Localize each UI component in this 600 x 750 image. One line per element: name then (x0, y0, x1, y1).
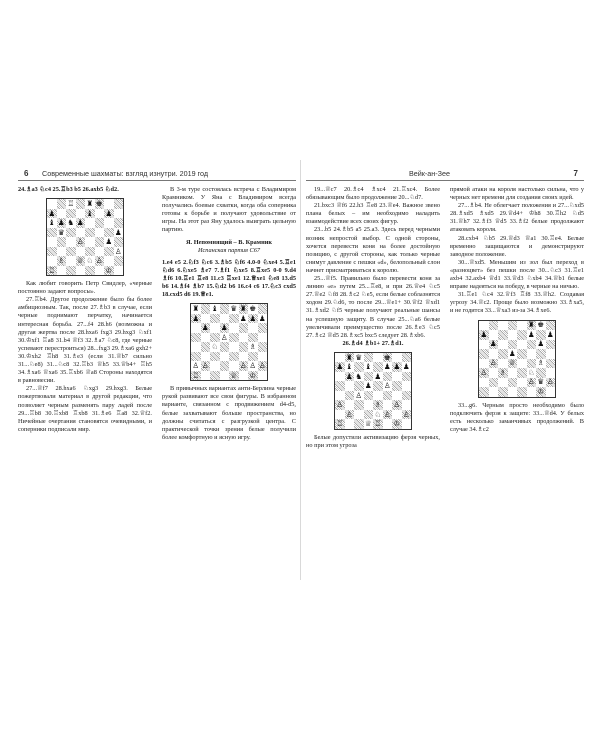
board-square (191, 342, 201, 352)
board-square (489, 330, 499, 340)
board-square (527, 359, 537, 369)
board-square: ♙ (383, 381, 391, 391)
board-square: ♗ (249, 342, 257, 352)
board-square (258, 371, 268, 381)
board-square (479, 321, 489, 331)
board-square (191, 323, 201, 333)
board-square (517, 340, 527, 350)
board-square: ♟ (364, 381, 372, 391)
board-square: ♟ (402, 362, 410, 372)
board-square (47, 256, 57, 266)
board-square: ♕ (76, 256, 84, 266)
board-square: ♜ (86, 199, 94, 209)
board-square: ♝ (48, 218, 56, 228)
board-square: ♟ (508, 348, 516, 358)
board-square (383, 391, 393, 401)
board-square: ♟ (220, 323, 228, 333)
board-square (114, 266, 124, 276)
board-square: ♙ (114, 246, 122, 256)
board-square (258, 304, 268, 314)
board-square (47, 199, 57, 209)
board-square (402, 391, 412, 401)
board-square (104, 199, 114, 209)
paragraph: 23...b5 24.♗b5 a5 25.a3. Здесь перед черными возник непростой выбор. С одной стороны, хочется перевести коня на более достойную позицию, с другой стороны, как только черные снимут давление с пешки «d», белопольный слон начнет присматриваться к королю. (306, 226, 440, 274)
board-square (66, 256, 76, 266)
board-square: ♙ (393, 400, 401, 410)
board-square: ♙ (402, 409, 410, 419)
board-square (402, 381, 412, 391)
left-page (18, 168, 296, 568)
board-square: ♘ (86, 256, 94, 266)
board-square (76, 247, 86, 257)
board-square (479, 387, 489, 397)
board-square (220, 352, 230, 362)
board-square (57, 209, 67, 219)
board-square (104, 247, 114, 257)
board-square (517, 387, 527, 397)
board-square (229, 314, 239, 324)
board-square: ♙ (345, 409, 353, 419)
board-square (335, 381, 345, 391)
board-square: ♙ (95, 256, 103, 266)
board-square (248, 323, 258, 333)
paragraph: 27.♖b4. Другое продолжение было бы более амбициозным. Так, после 27.♗b3 в случае, если черные поднимают перчатку, начинается интересная борьба. 27...f4 28.h6 (возможна и другая жертва после 28.hxa6 fxg3 29.hxg3 ♘xf1 30.♔xf1 ♖a8 31.b4 ♕f3 32.♗a7 ♘c8, где черные успевают перестроиться) 28...fxg3 29.♗xa6 gxh2+ 30.♔xh2 ♖h8 31.♗e3 (если 31.♕b7 сильно 31...♘e8) 31...♘c8 32.♖b3 ♕h5 33.♕b4+ ♖h5 34.♗xa6 ♕xa6 35.♖xb6 ♕a8 Стороны находятся в равновесии. (18, 296, 152, 385)
paragraph: Как любит говорить Петр Свидлер, «черные постоянно задают вопросы». (18, 280, 152, 296)
board-square (536, 330, 546, 340)
paragraph: 27...♕f7 28.hxa6 ♘xg3 29.hxg3. Белые пожертвовали материал в другой редакции, что позволяет черным разменять пару ладей после 29...♖b8 30.♖xb8 ♖xb8 31.♗e6 ♖a8 32.♕f2. Ничейные очертания становятся очевидными, и соперники подписали мир. (18, 385, 152, 433)
board-square (392, 391, 402, 401)
board-square (85, 266, 95, 276)
board-square (489, 368, 499, 378)
board-square (546, 368, 556, 378)
board-square (489, 349, 499, 359)
board-square (210, 333, 220, 343)
board-square (517, 359, 527, 369)
board-square: ♟ (76, 218, 84, 228)
board-square (392, 353, 402, 363)
board-square (57, 237, 67, 247)
board-square (220, 361, 230, 371)
board-square: ♟ (201, 323, 209, 333)
board-square: ♔ (105, 265, 113, 275)
board-square (66, 266, 76, 276)
board-square (76, 209, 86, 219)
board-square (402, 419, 412, 429)
board-square (498, 378, 508, 388)
board-square: ♝ (211, 304, 219, 314)
board-square (210, 323, 220, 333)
board-square (498, 387, 508, 397)
board-square: ♕ (508, 358, 516, 368)
board-square: ♙ (201, 361, 209, 371)
board-square (383, 419, 393, 429)
board-square: ♝ (86, 208, 94, 218)
board-square (373, 391, 383, 401)
board-square: ♜ (192, 304, 200, 314)
page-number: 7 (573, 169, 578, 178)
board-square: ♝ (364, 362, 372, 372)
board-square (354, 362, 364, 372)
board-square (201, 304, 211, 314)
board-square: ♜ (239, 304, 247, 314)
paragraph: В 3-м туре состоялась встреча с Владимиром Крамником. У Яна с Владимиром всегда получались боевые схватки, когда оба соперника готовы к борьбе и получают удовольствие от игры. На этот раз Яну удалось выиграть цельную партию. (162, 186, 296, 234)
chess-diagram-1 (46, 198, 124, 276)
board-square: ♙ (489, 358, 497, 368)
board-square (498, 340, 508, 350)
board-square (517, 349, 527, 359)
board-square: ♟ (546, 329, 554, 339)
board-square (373, 362, 383, 372)
board-square: ♙ (76, 237, 84, 247)
board-square (114, 199, 124, 209)
board-square: ♟ (57, 218, 65, 228)
left-page-header (18, 168, 296, 181)
board-square (76, 266, 86, 276)
board-square (76, 228, 86, 238)
board-square (258, 323, 268, 333)
paragraph: 25...♕f5. Правильно было перевести коня за линию «e» путем 25...♖e8, и при 26.♕e4 ♘c5 27.♕e2 ♘f8 28.♗c2 ♘e5, если белые соблазнятся ходом 29.♘d6, то после 29...♕e1+ 30.♕f2 ♕xd1 31.♗xd2 ♘f5 черные получают реальные шансы на успешную защиту. В случае 25...♘a6 белые увеличивали преимущество после 26.♗e3 ♘c5 27.♗c2 ♕d5 28.♗xc5 bxc5 следует 28.♗xb6. (306, 275, 440, 339)
board-square (210, 361, 220, 371)
left-column-1 (18, 186, 152, 434)
board-square (546, 387, 556, 397)
board-square (373, 381, 383, 391)
board-square (335, 353, 345, 363)
board-square (354, 381, 364, 391)
board-square (498, 349, 508, 359)
board-square (220, 342, 230, 352)
right-page (306, 168, 584, 568)
board-square (479, 359, 489, 369)
board-square (85, 237, 95, 247)
board-square (345, 419, 355, 429)
board-square: ♟ (393, 362, 401, 372)
running-title: Вейк-ан-Зее (408, 169, 450, 178)
board-square (57, 247, 67, 257)
board-square (536, 368, 546, 378)
board-square: ♕ (230, 370, 238, 380)
board-square (201, 371, 211, 381)
paragraph: 27...♗b4. Не облегчает положения и 27...♘xd5 28.♗xd5 ♗xd5 29.♕d4+ ♔h8 30.♖h2 ♘d5 31.♕h7 32.♗f3 ♕d5 33.♗f2 белые продолжают атаковать короля. (450, 202, 584, 234)
right-column-1 (306, 186, 440, 450)
board-square (508, 321, 518, 331)
board-square (402, 400, 412, 410)
board-square (354, 419, 364, 429)
board-square: ♙ (355, 390, 363, 400)
paragraph: 26.♗d4 ♗b1+ 27.♗d1. (342, 339, 404, 347)
board-square (364, 410, 374, 420)
paragraph: 30...♕xd5. Меньшим из зол был переход в «разноцвет» без пешки после 30...♘c3 31.♖e1 axb4 32.axb4 ♕d1 33.♕d3 ♘xb4 34.♕b1 белые вправе надеяться на победу, в черные на ничью. (450, 258, 584, 291)
board-square (364, 353, 374, 363)
board-square (392, 372, 402, 382)
board-square: ♙ (480, 367, 488, 377)
board-square (546, 340, 556, 350)
game-moves: 1.e4 e5 2.♘f3 ♘c6 3.♗b5 ♘f6 4.0-0 ♘xe4 5.♖e1 ♘d6 6.♘xe5 ♗e7 7.♗f1 ♘xe5 8.♖xe5 0-0 9.d4 ♗f6 10.♖e1 ♖e8 11.c3 ♖xe1 12.♕xe1 ♘e8 13.d5 b6 14.♗f4 ♗b7 15.♘d2 b6 16.c4 c6 17.♘c3 cxd5 18.cxd5 d6 19.♕e1. (162, 258, 296, 299)
board-square: ♙ (336, 400, 344, 410)
board-square (479, 349, 489, 359)
board-square (114, 256, 124, 266)
board-square (354, 400, 364, 410)
paragraph: 24.♗a3 ♘c4 25.♖b3 b5 26.axb5 ♘d2. (18, 186, 119, 193)
board-square (335, 372, 345, 382)
board-square (66, 228, 76, 238)
board-square (258, 352, 268, 362)
board-square: ♟ (489, 339, 497, 349)
board-square (210, 314, 220, 324)
board-square (383, 400, 393, 410)
board-square: ♟ (105, 208, 113, 218)
game-title: Я. Непомнящий – В. Крамник (186, 238, 272, 246)
board-square (335, 391, 345, 401)
board-square (527, 349, 537, 359)
board-square (114, 218, 124, 228)
board-square (354, 410, 364, 420)
paragraph: 19...♕c7 20.♗c4 ♗xc4 21.♖xc4. Более обязывающим было продолжение 20...♘d7. (306, 186, 440, 202)
board-square: ♖ (374, 419, 382, 429)
board-square: ♝ (345, 362, 353, 372)
board-square: ♖ (336, 419, 344, 429)
board-square (104, 228, 114, 238)
board-square (220, 304, 230, 314)
board-square: ♙ (192, 361, 200, 371)
board-square (479, 340, 489, 350)
board-square (47, 228, 57, 238)
board-square (345, 381, 355, 391)
board-square (508, 340, 518, 350)
running-title: Современные шахматы: взгляд изнутри. 2019 год (42, 169, 209, 178)
board-square (220, 371, 230, 381)
board-square (364, 400, 374, 410)
board-square: ♖ (192, 370, 200, 380)
board-square (489, 378, 499, 388)
board-square: ♟ (239, 313, 247, 323)
board-square (508, 368, 518, 378)
board-square: ♖ (67, 199, 75, 209)
board-square (229, 342, 239, 352)
board-square (402, 372, 412, 382)
board-square (47, 247, 57, 257)
paragraph: 28.cxb4 ♘b5 29.♕d3 ♕a1 30.♖e4. Белые временно защищаются и демонстрируют заводное положение. (450, 234, 584, 258)
board-square (248, 352, 258, 362)
board-square (498, 321, 508, 331)
board-square: ♟ (192, 313, 200, 323)
board-square (210, 352, 220, 362)
board-square (85, 247, 95, 257)
board-square: ♙ (527, 377, 535, 387)
board-square (104, 218, 114, 228)
board-square (95, 228, 105, 238)
board-square (508, 387, 518, 397)
board-square (373, 353, 383, 363)
paragraph: 33...g6. Черным просто необходимо было подключить ферзя к защите: 33...♕d4. У белых есть несколько заманчивых продолжений. В случае 34.♗c2 (450, 401, 584, 433)
board-square (392, 410, 402, 420)
board-square (498, 330, 508, 340)
board-square (95, 209, 105, 219)
board-square: ♟ (336, 362, 344, 372)
board-square: ♙ (249, 361, 257, 371)
board-square (508, 378, 518, 388)
board-square (527, 387, 537, 397)
board-square (85, 218, 95, 228)
board-square: ♛ (355, 352, 363, 362)
board-square (57, 266, 67, 276)
board-square: ♟ (249, 313, 257, 323)
board-square: ♘ (374, 409, 382, 419)
board-square (201, 352, 211, 362)
board-square: ♔ (249, 370, 257, 380)
board-square (508, 330, 518, 340)
board-square (335, 410, 345, 420)
board-square: ♙ (546, 377, 554, 387)
board-square (546, 359, 556, 369)
board-square (546, 349, 556, 359)
board-square (364, 391, 374, 401)
board-square (345, 391, 355, 401)
book-spine (300, 160, 301, 580)
board-square: ♗ (537, 358, 545, 368)
board-square (258, 342, 268, 352)
board-square (489, 321, 499, 331)
board-square: ♚ (383, 352, 391, 362)
page-number: 6 (24, 169, 29, 178)
board-square: ♛ (57, 227, 65, 237)
board-square (201, 342, 211, 352)
board-square (95, 237, 105, 247)
board-square: ♘ (527, 367, 535, 377)
board-square (66, 247, 76, 257)
board-square: ♟ (374, 371, 382, 381)
board-square: ♟ (527, 329, 535, 339)
board-square: ♘ (211, 342, 219, 352)
left-column-2 (162, 186, 296, 442)
board-square: ♟ (114, 227, 122, 237)
board-square (220, 314, 230, 324)
board-square (57, 199, 67, 209)
board-square (258, 333, 268, 343)
paragraph: В привычных вариантах анти-Берлина черные рукой развивают все свои фигуры. В избранном варианте, связанном с продвижением d4-d5, белые захватывают больше пространства, но должны считаться с разгрузкой центра. С практической точки зрения белые получили более комфортную и ясную игру. (162, 385, 296, 441)
board-square: ♙ (383, 409, 391, 419)
board-square: ♟ (105, 237, 113, 247)
board-square (114, 209, 124, 219)
board-square (239, 352, 249, 362)
board-square (248, 333, 258, 343)
board-square (229, 333, 239, 343)
board-square: ♚ (95, 199, 103, 209)
board-square: ♚ (537, 320, 545, 330)
board-square: ♜ (345, 352, 353, 362)
board-square (479, 378, 489, 388)
board-square (392, 381, 402, 391)
board-square: ♗ (374, 400, 382, 410)
board-square (229, 352, 239, 362)
board-square (229, 323, 239, 333)
board-square: ♜ (527, 320, 535, 330)
board-square (536, 349, 546, 359)
paragraph: Белые допустили активизацию ферзя черных, но при этом угроза (306, 433, 440, 449)
board-square (345, 400, 355, 410)
board-square (114, 237, 124, 247)
board-square: ♞ (67, 218, 75, 228)
chess-diagram-4 (478, 320, 556, 398)
board-square: ♟ (537, 339, 545, 349)
board-square (210, 371, 220, 381)
paragraph: 21.bxc3 ♕f6 22.h3 ♖e8 23.♕e4. Важное звено плана белых – им необходимо наладить взаимодействие всех своих фигур. (306, 202, 440, 226)
board-square (104, 256, 114, 266)
board-square: ♖ (48, 265, 56, 275)
paragraph: 31.♖e1 ♘c4 32.♕f3 ♖f8 33.♕h2. Создавая угрозу 34.♕c2. Проще было возможно 33.♗xa5, и не годится 33...♕xa3 из-за 34.♗xe6. (450, 291, 584, 315)
board-square (66, 237, 76, 247)
board-square (191, 333, 201, 343)
board-square (239, 323, 249, 333)
board-square (85, 228, 95, 238)
right-page-header (306, 168, 584, 181)
board-square (517, 321, 527, 331)
board-square (191, 352, 201, 362)
board-square: ♟ (383, 362, 391, 372)
board-square (546, 321, 556, 331)
board-square: ♚ (249, 304, 257, 314)
board-square (76, 199, 86, 209)
board-square (498, 359, 508, 369)
board-square (239, 342, 249, 352)
board-square (95, 247, 105, 257)
board-square (95, 266, 105, 276)
board-square (517, 330, 527, 340)
board-square: ♔ (393, 419, 401, 429)
board-square (402, 353, 412, 363)
board-square: ♟ (480, 329, 488, 339)
board-square: ♟ (258, 313, 266, 323)
board-square (364, 372, 374, 382)
board-square (527, 340, 537, 350)
board-square (66, 209, 76, 219)
board-square: ♟ (48, 208, 56, 218)
board-square (239, 333, 249, 343)
board-square: ♛ (537, 377, 545, 387)
board-square: ♟ (345, 371, 353, 381)
board-square (47, 237, 57, 247)
right-column-2 (450, 186, 584, 434)
chess-diagram-3 (334, 352, 412, 430)
board-square: ♗ (499, 367, 507, 377)
board-square: ♙ (239, 361, 247, 371)
board-square: ♔ (537, 386, 545, 396)
board-square: ♙ (220, 332, 228, 342)
board-square (517, 378, 527, 388)
board-square: ♙ (258, 361, 266, 371)
board-square (489, 387, 499, 397)
board-square (229, 361, 239, 371)
opening-name: Испанская партия C67 (197, 246, 261, 254)
board-square: ♞ (355, 371, 363, 381)
board-square (383, 372, 393, 382)
board-square: ♗ (57, 256, 65, 266)
paragraph: прямой атаки на короля настолько сильна, что у черных нет времени для создания своих идей. (450, 186, 584, 202)
board-square (201, 314, 211, 324)
chess-diagram-2 (190, 303, 268, 381)
board-square: ♛ (230, 304, 238, 314)
board-square (95, 218, 105, 228)
board-square (201, 333, 211, 343)
board-square (239, 371, 249, 381)
board-square: ♕ (364, 419, 372, 429)
board-square (517, 368, 527, 378)
